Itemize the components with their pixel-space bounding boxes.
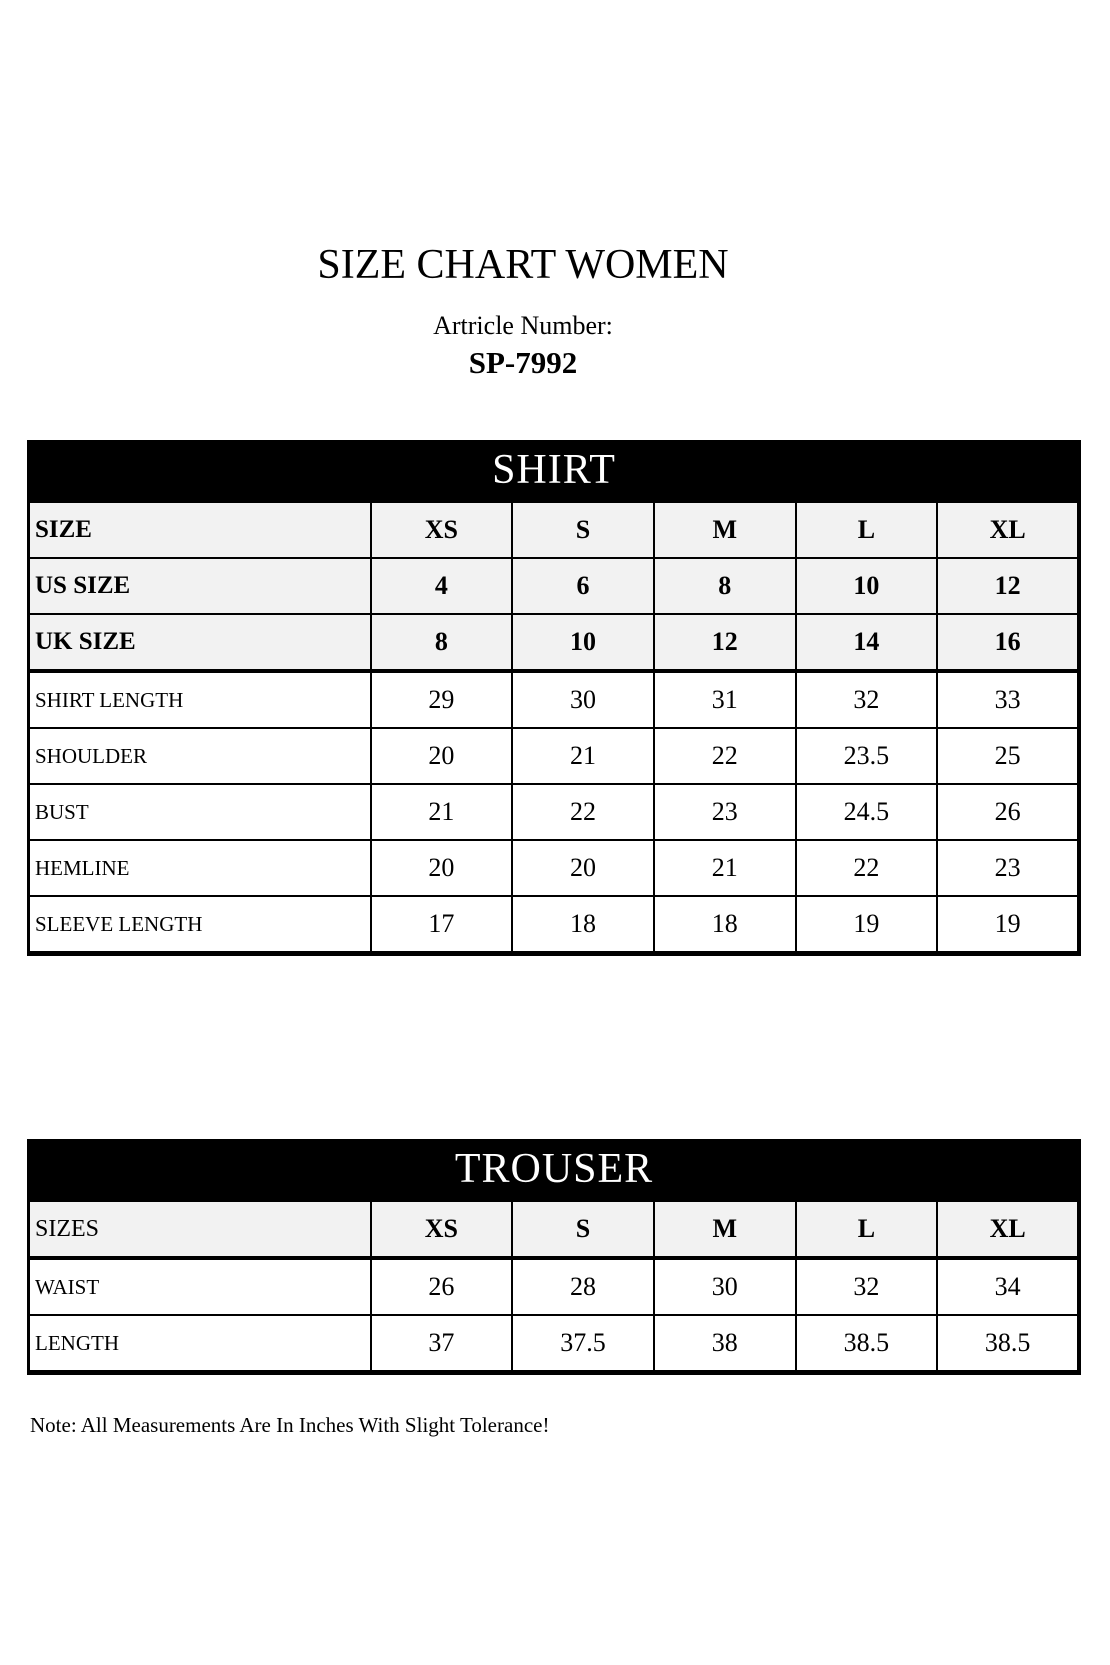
measurement-value-cell: 23: [654, 784, 796, 840]
table-row: [29, 896, 1080, 954]
measurement-value-cell: 22: [796, 840, 938, 896]
size-value-cell: M: [654, 1201, 796, 1259]
trouser-table-section: [27, 1139, 1081, 1375]
page-title: SIZE CHART WOMEN: [317, 242, 729, 288]
measurement-value-cell: 18: [654, 896, 796, 954]
article-number-value: SP-7992: [468, 345, 578, 380]
sizes-row-label: SIZES: [29, 1201, 371, 1259]
measurement-value-cell: 21: [512, 728, 654, 784]
us-size-row-label: US SIZE: [29, 558, 371, 614]
size-value-cell: L: [796, 1201, 938, 1259]
measurement-value-cell: 21: [654, 840, 796, 896]
uk-size-row-label: UK SIZE: [29, 614, 371, 671]
measurement-value-cell: 19: [796, 896, 938, 954]
measurement-value-cell: 19: [937, 896, 1079, 954]
table-row: [29, 840, 1080, 896]
table-row: [29, 558, 1080, 614]
measurement-value-cell: 20: [371, 840, 513, 896]
size-value-cell: 10: [796, 558, 938, 614]
size-value-cell: S: [512, 1201, 654, 1259]
size-value-cell: XS: [371, 502, 513, 559]
measurement-value-cell: 23: [937, 840, 1079, 896]
bust-row-label: BUST: [29, 784, 371, 840]
measurement-value-cell: 26: [371, 1258, 513, 1315]
table-row: [29, 728, 1080, 784]
measurement-value-cell: 26: [937, 784, 1079, 840]
measurement-value-cell: 22: [512, 784, 654, 840]
size-value-cell: S: [512, 502, 654, 559]
size-value-cell: 12: [937, 558, 1079, 614]
size-value-cell: 16: [937, 614, 1079, 671]
measurement-value-cell: 30: [512, 671, 654, 728]
size-value-cell: 8: [654, 558, 796, 614]
table-row: [29, 502, 1080, 559]
size-value-cell: XL: [937, 502, 1079, 559]
measurement-value-cell: 38.5: [937, 1315, 1079, 1373]
size-value-cell: XS: [371, 1201, 513, 1259]
size-value-cell: 8: [371, 614, 513, 671]
measurement-value-cell: 30: [654, 1258, 796, 1315]
measurement-value-cell: 29: [371, 671, 513, 728]
table-row: [29, 1315, 1080, 1373]
measurement-value-cell: 21: [371, 784, 513, 840]
measurement-value-cell: 24.5: [796, 784, 938, 840]
shirt-size-table: [27, 500, 1081, 956]
table-row: [29, 614, 1080, 671]
size-value-cell: L: [796, 502, 938, 559]
measurement-value-cell: 34: [937, 1258, 1079, 1315]
size-value-cell: 6: [512, 558, 654, 614]
table-row: [29, 671, 1080, 728]
size-value-cell: 12: [654, 614, 796, 671]
page-header: [0, 0, 1046, 381]
article-number-label: Artricle Number:: [433, 311, 613, 340]
measurement-value-cell: 22: [654, 728, 796, 784]
measurement-value-cell: 18: [512, 896, 654, 954]
measurement-value-cell: 37: [371, 1315, 513, 1373]
measurement-value-cell: 38: [654, 1315, 796, 1373]
waist-row-label: WAIST: [29, 1258, 371, 1315]
measurement-value-cell: 38.5: [796, 1315, 938, 1373]
size-value-cell: 4: [371, 558, 513, 614]
table-row: [29, 784, 1080, 840]
measurement-value-cell: 20: [371, 728, 513, 784]
measurement-value-cell: 28: [512, 1258, 654, 1315]
measurement-note: Note: All Measurements Are In Inches With Slight Tolerance!: [30, 1413, 550, 1437]
sleeve-length-row-label: SLEEVE LENGTH: [29, 896, 371, 954]
measurement-value-cell: 23.5: [796, 728, 938, 784]
measurement-value-cell: 37.5: [512, 1315, 654, 1373]
trouser-table-banner: TROUSER: [27, 1139, 1081, 1199]
size-value-cell: XL: [937, 1201, 1079, 1259]
measurement-value-cell: 31: [654, 671, 796, 728]
shirt-length-row-label: SHIRT LENGTH: [29, 671, 371, 728]
measurement-value-cell: 32: [796, 1258, 938, 1315]
shirt-table-banner: SHIRT: [27, 440, 1081, 500]
trouser-size-table: [27, 1199, 1081, 1375]
table-row: [29, 1201, 1080, 1259]
measurement-value-cell: 20: [512, 840, 654, 896]
hemline-row-label: HEMLINE: [29, 840, 371, 896]
size-value-cell: 10: [512, 614, 654, 671]
size-row-label: SIZE: [29, 502, 371, 559]
shoulder-row-label: SHOULDER: [29, 728, 371, 784]
size-value-cell: M: [654, 502, 796, 559]
size-value-cell: 14: [796, 614, 938, 671]
length-row-label: LENGTH: [29, 1315, 371, 1373]
table-row: [29, 1258, 1080, 1315]
measurement-value-cell: 17: [371, 896, 513, 954]
measurement-value-cell: 25: [937, 728, 1079, 784]
measurement-value-cell: 32: [796, 671, 938, 728]
shirt-table-section: [27, 440, 1081, 956]
measurement-value-cell: 33: [937, 671, 1079, 728]
